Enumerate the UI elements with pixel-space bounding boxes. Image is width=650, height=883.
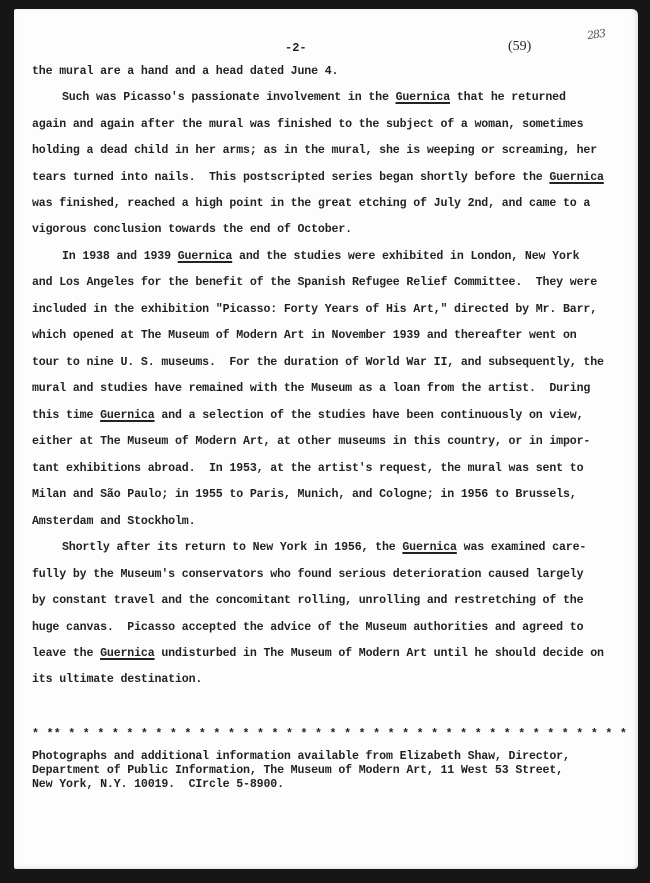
page-marker: -2- xyxy=(285,41,307,55)
text-line xyxy=(62,90,566,106)
text-line xyxy=(32,64,338,80)
footer-line-1: Photographs and additional information available from Elizabeth Shaw, Director, xyxy=(32,750,570,763)
underlined-title: Guernica xyxy=(402,541,457,554)
text-line xyxy=(32,275,597,291)
text-segment: and Los Angeles for the benefit of the Spanish Refugee Relief Committee. They were xyxy=(32,276,598,289)
text-line xyxy=(32,328,577,344)
text-segment: leave the xyxy=(32,647,101,660)
text-line xyxy=(32,355,604,371)
text-line xyxy=(32,196,590,212)
text-line xyxy=(32,567,583,583)
text-segment: tears turned into nails. This postscripted series began shortly before the xyxy=(32,171,550,184)
text-line xyxy=(32,672,202,688)
text-line xyxy=(32,302,597,318)
text-segment: by constant travel and the concomitant rolling, unrolling and restretching of the xyxy=(32,594,584,607)
text-line xyxy=(32,487,577,503)
text-line xyxy=(32,646,604,662)
text-line xyxy=(32,408,583,424)
text-segment: that he returned xyxy=(450,91,566,104)
text-line xyxy=(32,143,597,159)
underlined-title: Guernica xyxy=(100,647,155,660)
text-segment: the mural are a hand and a head dated June 4. xyxy=(32,65,339,78)
text-segment: undisturbed in The Museum of Modern Art until he should decide on xyxy=(154,647,604,660)
text-line xyxy=(32,461,583,477)
underlined-title: Guernica xyxy=(395,91,451,104)
text-segment: holding a dead child in her arms; as in the mural, she is weeping or screaming, her xyxy=(32,144,598,157)
text-segment: and the studies were exhibited in London, New York xyxy=(232,250,580,263)
text-segment: which opened at The Museum of Modern Art in November 1939 and thereafter went on xyxy=(32,329,577,342)
text-segment: and a selection of the studies have been continuously on view, xyxy=(154,409,584,422)
underlined-title: Guernica xyxy=(100,409,155,422)
text-line xyxy=(32,170,604,186)
underlined-title: Guernica xyxy=(177,250,233,263)
text-segment: either at The Museum of Modern Art, at other museums in this country, or in impor- xyxy=(32,435,591,448)
text-line xyxy=(62,249,579,265)
text-line xyxy=(32,593,583,609)
footer-line-3: New York, N.Y. 10019. CIrcle 5-8900. xyxy=(32,778,284,791)
separator-asterisks: * ** * * * * * * * * * * * * * * * * * * * * * * * * * * * * * * * * * * * * * * * xyxy=(32,728,628,741)
text-line xyxy=(62,540,586,556)
text-segment: Milan and São Paulo; in 1955 to Paris, Munich, and Cologne; in 1956 to Brussels, xyxy=(32,488,577,501)
text-segment: again and again after the mural was finished to the subject of a woman, sometimes xyxy=(32,118,584,131)
text-segment: Shortly after its return to New York in 1956, the xyxy=(62,541,403,554)
text-segment: vigorous conclusion towards the end of October. xyxy=(32,223,352,236)
text-segment: was examined care- xyxy=(456,541,587,554)
text-line xyxy=(32,620,583,636)
text-line xyxy=(32,222,352,238)
text-segment: fully by the Museum's conservators who found serious deterioration caused largely xyxy=(32,568,584,581)
text-segment: this time xyxy=(32,409,101,422)
text-segment: huge canvas. Picasso accepted the advice of the Museum authorities and agreed to xyxy=(32,621,584,634)
text-segment: mural and studies have remained with the Museum as a loan from the artist. During xyxy=(32,382,591,395)
text-line xyxy=(32,514,195,530)
text-segment: tant exhibitions abroad. In 1953, at the artist's request, the mural was sent to xyxy=(32,462,584,475)
text-line xyxy=(32,381,590,397)
text-segment: was finished, reached a high point in the great etching of July 2nd, and came to a xyxy=(32,197,591,210)
text-segment: Such was Picasso's passionate involvement in the xyxy=(62,91,396,104)
text-segment: In 1938 and 1939 xyxy=(62,250,178,263)
text-line xyxy=(32,434,590,450)
text-segment: tour to nine U. S. museums. For the duration of World War II, and subsequently, the xyxy=(32,356,604,369)
underlined-title: Guernica xyxy=(549,171,604,184)
text-segment: included in the exhibition "Picasso: Forty Years of His Art," directed by Mr. Barr, xyxy=(32,303,598,316)
document-page xyxy=(14,9,638,869)
file-number: (59) xyxy=(508,39,532,54)
text-segment: its ultimate destination. xyxy=(32,673,203,686)
text-line xyxy=(32,117,583,133)
handwritten-page-number: 283 xyxy=(586,26,606,43)
text-segment: Amsterdam and Stockholm. xyxy=(32,515,196,528)
footer-line-2: Department of Public Information, The Museum of Modern Art, 11 West 53 Street, xyxy=(32,764,563,777)
